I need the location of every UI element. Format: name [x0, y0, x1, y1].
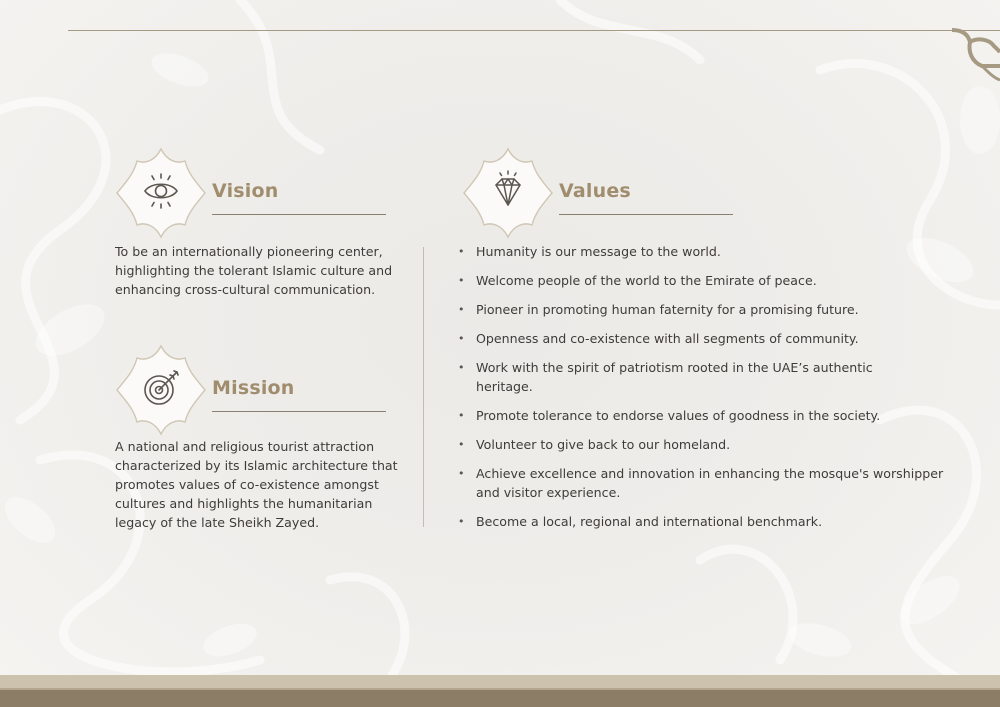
- bullet-icon: •: [458, 245, 465, 258]
- mission-badge: [115, 344, 207, 436]
- bullet-icon: •: [458, 409, 465, 422]
- vision-heading-rule: [212, 214, 386, 215]
- corner-ornament-icon: [948, 26, 1000, 84]
- badge-frame: [464, 149, 552, 237]
- list-item: [457, 300, 967, 319]
- bullet-icon: •: [458, 303, 465, 316]
- footer-band-line: [0, 688, 1000, 690]
- vision-text: To be an internationally pioneering center, highlighting the tolerant Islamic culture and enhancing cross-cultural communication.: [115, 244, 393, 297]
- vision-badge: [115, 147, 207, 239]
- value-text: Work with the spirit of patriotism rooted in the UAE’s authentic heritage.: [476, 360, 873, 394]
- footer-band: [0, 675, 1000, 707]
- top-rule: [68, 30, 1000, 31]
- list-item: [457, 406, 967, 425]
- vision-heading: Vision: [212, 180, 279, 202]
- values-heading-rule: [559, 214, 733, 215]
- list-item: [457, 464, 967, 502]
- footer-band-light: [0, 675, 1000, 688]
- values-heading: Values: [559, 180, 631, 202]
- bullet-icon: •: [458, 332, 465, 345]
- list-item: [457, 512, 967, 531]
- value-text: Pioneer in promoting human faternity for a promising future.: [476, 302, 859, 317]
- values-badge: [462, 147, 554, 239]
- mission-heading-rule: [212, 411, 386, 412]
- value-text: Achieve excellence and innovation in enhancing the mosque's worshipper and visitor experience.: [476, 466, 944, 500]
- bullet-icon: •: [458, 274, 465, 287]
- value-text: Humanity is our message to the world.: [476, 244, 721, 259]
- bullet-icon: •: [458, 361, 465, 374]
- list-item: [457, 358, 876, 396]
- value-text: Volunteer to give back to our homeland.: [476, 437, 731, 452]
- list-item: [457, 329, 967, 348]
- bullet-icon: •: [458, 438, 465, 451]
- column-divider: [423, 247, 424, 527]
- bullet-icon: •: [458, 467, 465, 480]
- badge-frame: [117, 149, 205, 237]
- list-item: [457, 435, 967, 454]
- list-item: [457, 242, 967, 261]
- mission-text: A national and religious tourist attraction characterized by its Islamic architecture that promotes values of co-existence amongst cultures and highlights the humanitarian legacy of the late Sheikh Zayed.: [115, 439, 398, 530]
- mission-heading: Mission: [212, 377, 295, 399]
- value-text: Openness and co-existence with all segments of community.: [476, 331, 859, 346]
- value-text: Become a local, regional and international benchmark.: [476, 514, 823, 529]
- list-item: [457, 271, 967, 290]
- badge-frame: [117, 346, 205, 434]
- values-list: [457, 242, 967, 541]
- value-text: Promote tolerance to endorse values of goodness in the society.: [476, 408, 881, 423]
- bullet-icon: •: [458, 515, 465, 528]
- value-text: Welcome people of the world to the Emirate of peace.: [476, 273, 817, 288]
